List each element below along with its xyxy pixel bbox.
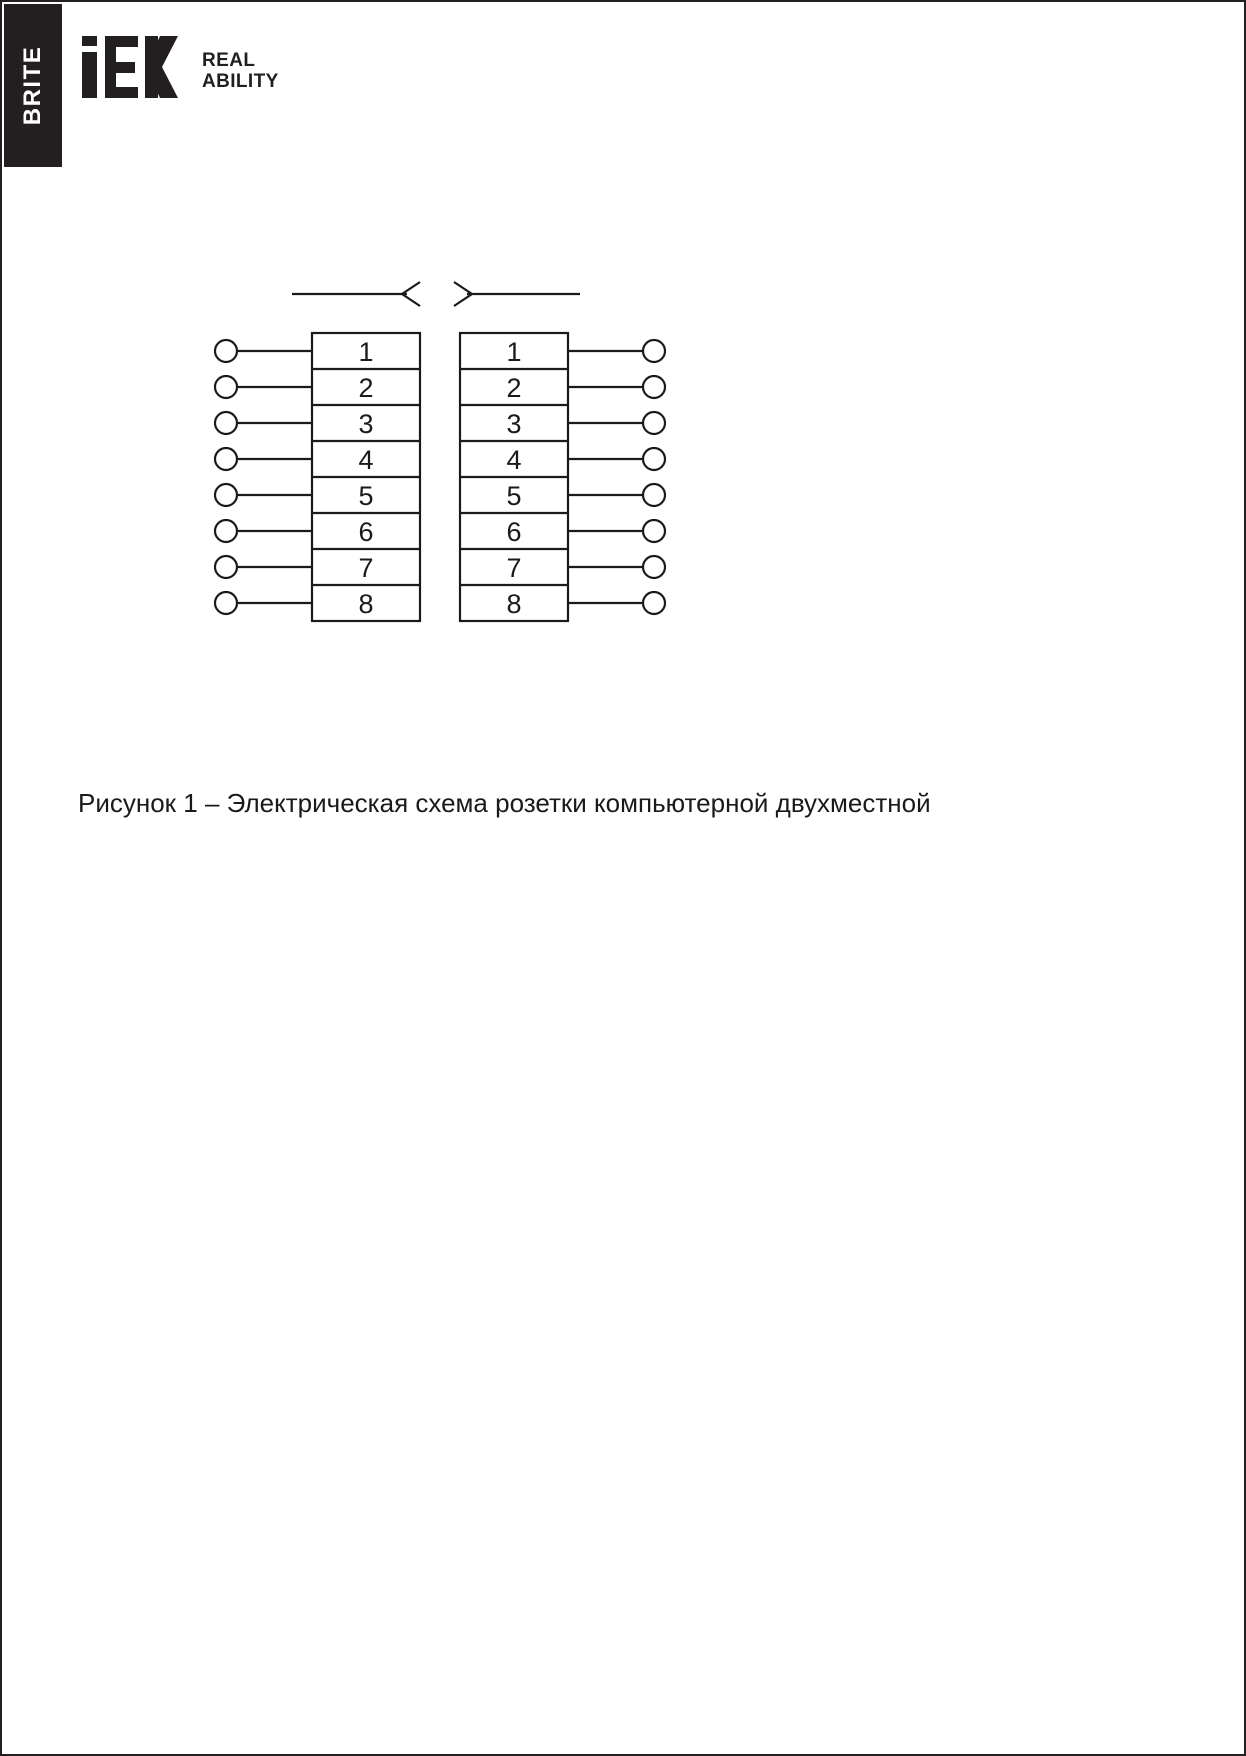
terminal-left-3 — [215, 412, 237, 434]
right-pin-label: 6 — [506, 517, 522, 547]
terminal-right-2 — [643, 376, 665, 398]
left-pin-label: 2 — [358, 373, 374, 403]
terminal-left-7 — [215, 556, 237, 578]
terminal-right-5 — [643, 484, 665, 506]
left-pin-label: 4 — [358, 445, 374, 475]
right-pin-label: 2 — [506, 373, 522, 403]
brand-tab-label: BRITE — [19, 45, 46, 126]
terminal-right-3 — [643, 412, 665, 434]
left-pin-label: 8 — [358, 589, 374, 619]
terminal-left-2 — [215, 376, 237, 398]
logo-tagline-line1: REAL — [202, 49, 256, 71]
right-pin-label: 5 — [506, 481, 522, 511]
terminal-right-6 — [643, 520, 665, 542]
wiring-schematic — [202, 257, 722, 627]
terminal-right-8 — [643, 592, 665, 614]
terminal-left-6 — [215, 520, 237, 542]
left-pin-label: 3 — [358, 409, 374, 439]
left-pin-label: 5 — [358, 481, 374, 511]
terminal-right-4 — [643, 448, 665, 470]
logo-tagline — [202, 47, 279, 92]
right-pin-label: 3 — [506, 409, 522, 439]
iek-logo-icon — [82, 36, 186, 103]
terminal-right-1 — [643, 340, 665, 362]
terminal-left-5 — [215, 484, 237, 506]
right-pin-label: 7 — [506, 553, 522, 583]
right-pin-label: 8 — [506, 589, 522, 619]
left-pin-label: 7 — [358, 553, 374, 583]
terminal-left-4 — [215, 448, 237, 470]
right-pin-label: 4 — [506, 445, 522, 475]
logo-tagline-line2: ABILITY — [202, 70, 279, 92]
terminal-left-1 — [215, 340, 237, 362]
logo-block — [82, 36, 279, 103]
terminal-left-8 — [215, 592, 237, 614]
left-pin-label: 6 — [358, 517, 374, 547]
left-pin-label: 1 — [358, 337, 374, 367]
figure-caption: Рисунок 1 – Электрическая схема розетки компьютерной двухместной — [78, 788, 931, 818]
brand-tab — [4, 4, 62, 167]
terminal-right-7 — [643, 556, 665, 578]
right-pin-label: 1 — [506, 337, 522, 367]
